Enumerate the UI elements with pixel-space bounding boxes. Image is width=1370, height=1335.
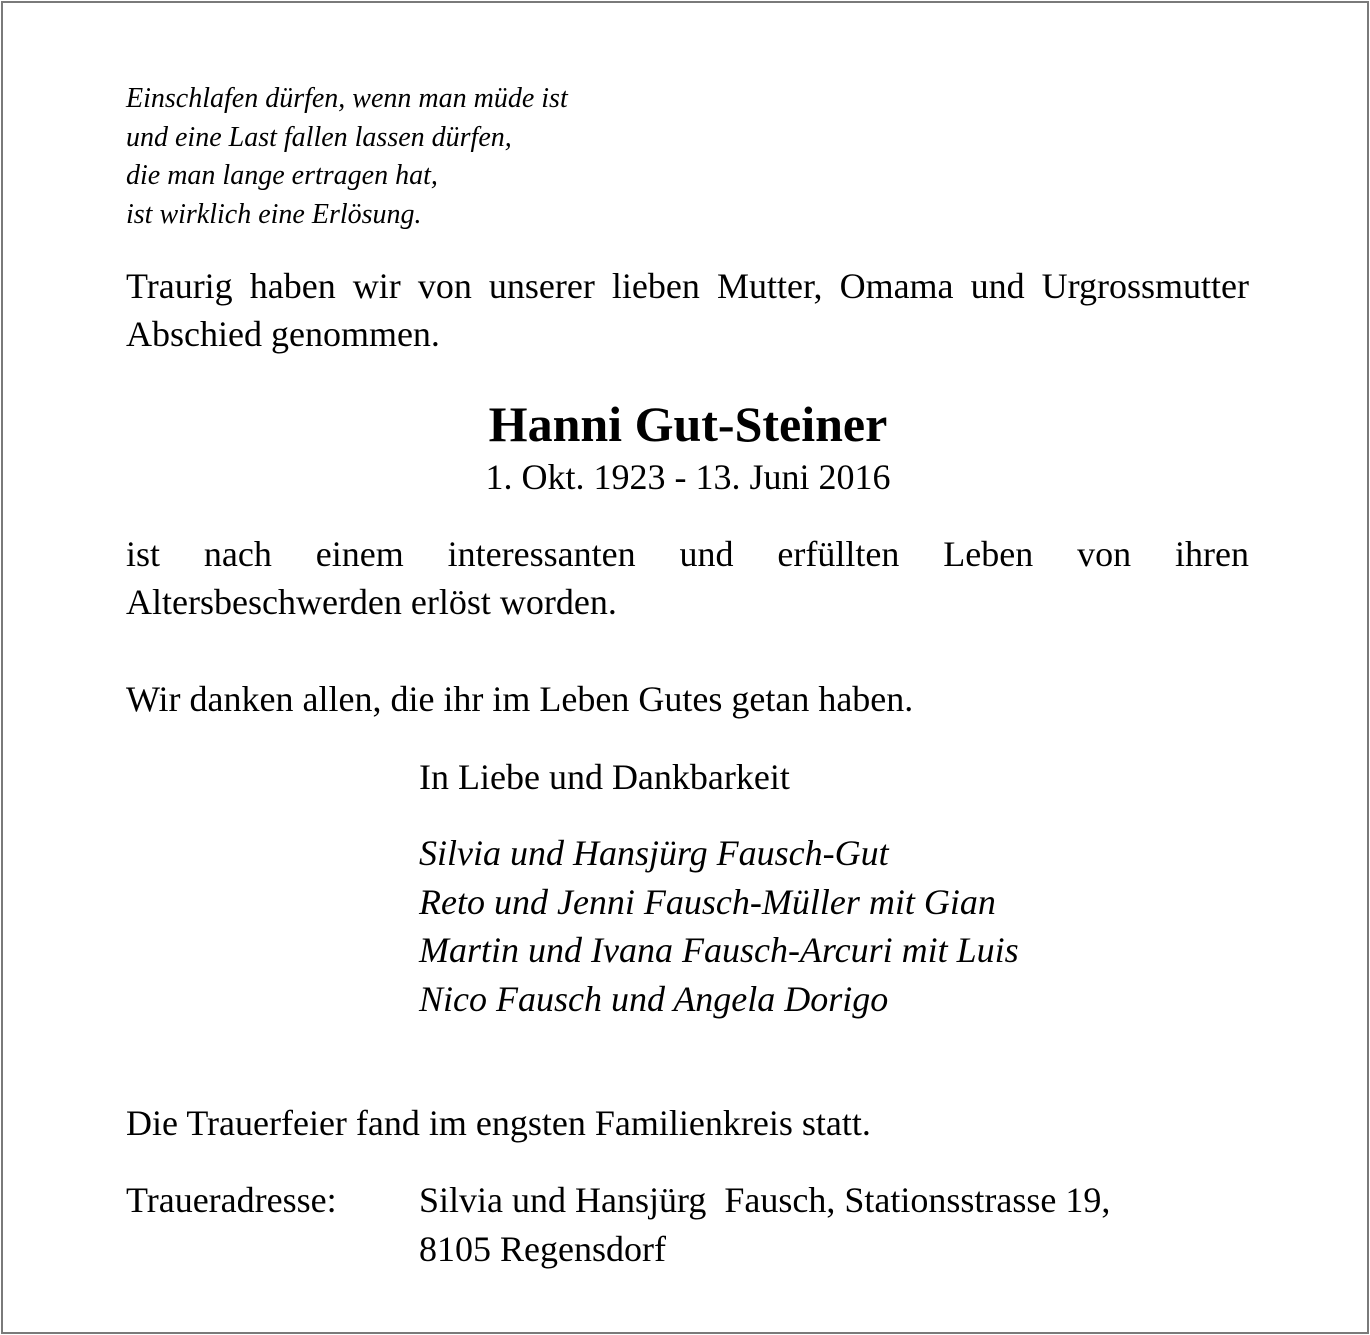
poem-line: und eine Last fallen lassen dürfen, bbox=[126, 121, 512, 153]
obituary-notice bbox=[1, 1, 1369, 1334]
poem-line: die man lange ertragen hat, bbox=[126, 160, 438, 191]
life-dates: 1. Okt. 1923 - 13. Juni 2016 bbox=[485, 457, 891, 497]
intro-paragraph: Traurig haben wir von unserer lieben Mutter, Omama und Urgrossmutter Abschied genommen. bbox=[126, 266, 1249, 354]
body-paragraph: ist nach einem interessanten und erfüllten Leben von ihren Altersbeschwerden erlöst worden. bbox=[126, 534, 1249, 622]
ceremony-note: Die Trauerfeier fand im engsten Familienkreis statt. bbox=[126, 1103, 871, 1143]
opening-poem bbox=[126, 80, 568, 234]
mourning-address bbox=[419, 1176, 1110, 1274]
poem-line: Einschlafen dürfen, wenn man müde ist bbox=[126, 83, 568, 114]
deceased-name: Hanni Gut-Steiner bbox=[488, 396, 888, 452]
address-line: 8105 Regensdorf bbox=[419, 1229, 666, 1269]
address-label: Traueradresse: bbox=[126, 1180, 337, 1220]
signer-entry: Nico Fausch und Angela Dorigo bbox=[419, 978, 889, 1019]
poem-line: ist wirklich eine Erlösung. bbox=[126, 198, 422, 230]
closing-line: In Liebe und Dankbarkeit bbox=[419, 757, 790, 797]
address-line: Silvia und Hansjürg Fausch, Stationsstrasse 19, bbox=[419, 1180, 1111, 1220]
signer-entry: Reto und Jenni Fausch-Müller mit Gian bbox=[419, 881, 996, 922]
signers-list bbox=[419, 829, 1019, 1023]
thanks-line: Wir danken allen, die ihr im Leben Gutes getan haben. bbox=[126, 679, 914, 719]
signer-entry: Martin und Ivana Fausch-Arcuri mit Luis bbox=[419, 930, 1019, 970]
signer-entry: Silvia und Hansjürg Fausch-Gut bbox=[419, 833, 889, 873]
